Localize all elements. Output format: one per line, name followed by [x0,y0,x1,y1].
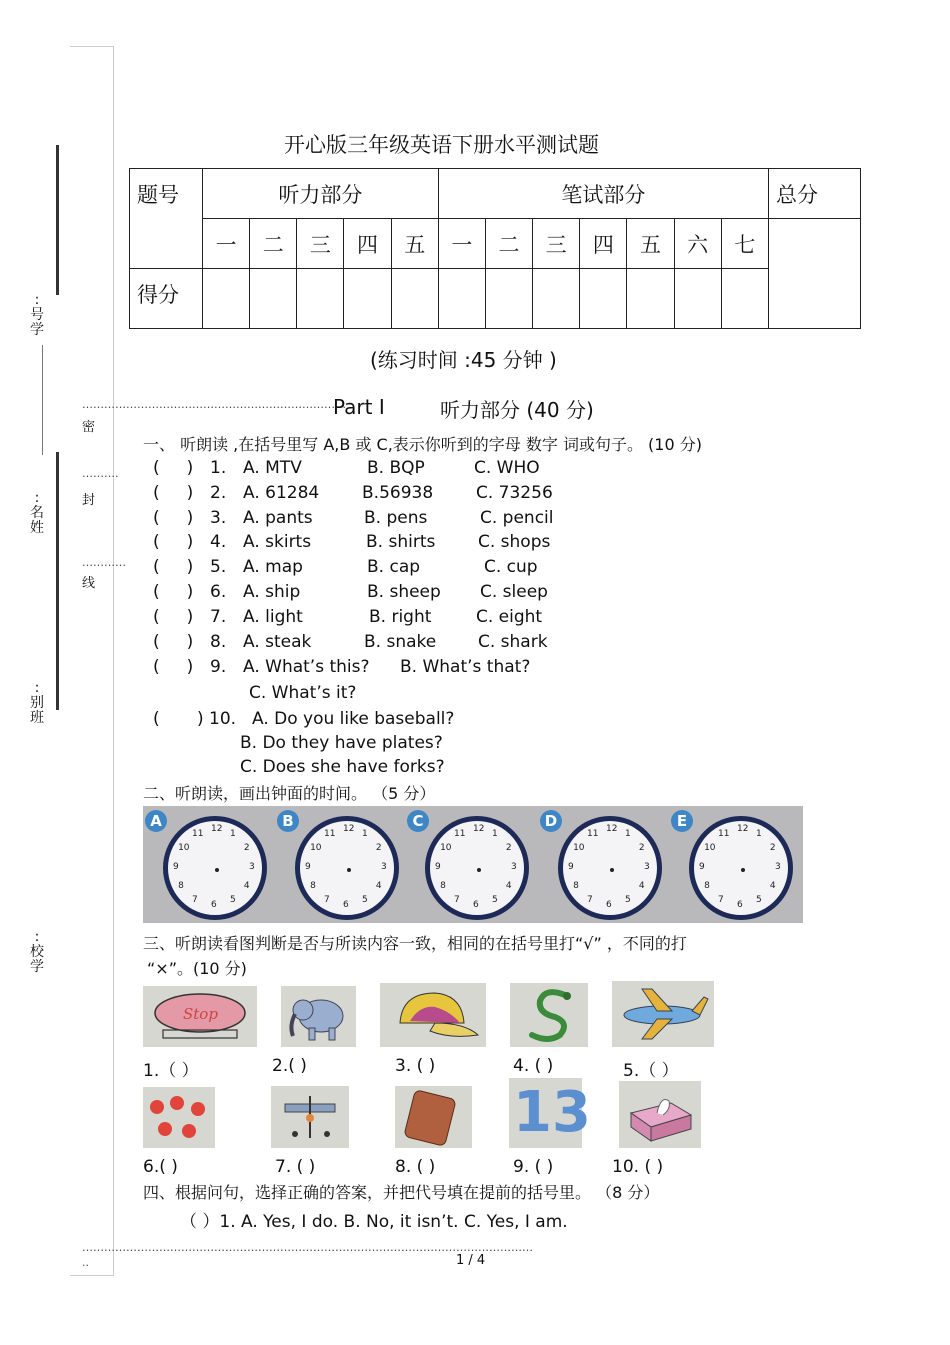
clock-number: 5 [230,894,236,905]
option-a: A. light [243,606,303,627]
clock-center-dot [347,868,351,872]
clock-label-e: E [671,810,693,832]
listening-num: 五 [391,219,438,269]
listening-num: 四 [344,219,391,269]
clock-number: 3 [381,862,387,872]
clock-number: 4 [375,881,382,891]
clock-number: 5 [756,894,762,905]
time-note: (练习时间 :45 分钟 ) [370,348,557,372]
answer-paren[interactable]: ( ) [153,582,194,602]
clock-number: 9 [173,862,179,872]
picture-tissue-box [619,1081,701,1148]
clock-number: 8 [704,881,710,891]
item9-option-a: A. What’s this? [243,657,370,677]
clock-number: 3 [511,862,517,872]
option-a: A. pants [243,507,313,528]
clock-number: 12 [606,824,618,834]
clock-face[interactable] [425,816,529,920]
clock-number: 10 [178,843,190,853]
field-school: : 校学 [30,929,44,975]
clock-label-d: D [540,810,562,832]
snake-drawing [510,983,588,1047]
clock-strip [143,806,803,923]
section3-heading-line2: “×”。(10 分) [147,959,247,978]
clock-number: 10 [704,843,716,853]
item10-number: ) 10. [197,709,237,729]
field-name: : 名姓 [30,490,44,536]
margin-bar-1 [56,145,59,295]
page-title: 开心版三年级英语下册水平测试题 [284,133,599,157]
margin-frame-top [70,46,113,47]
item10-option-c: C. Does she have forks? [240,757,445,777]
clock-number: 12 [473,824,485,834]
clock-number: 11 [454,829,466,840]
written-num: 四 [580,219,627,269]
picture-strawberries [143,1087,215,1148]
clock-face[interactable] [689,816,793,920]
clock-number: 11 [324,829,336,840]
total-score-cell[interactable] [769,219,861,329]
seal-dots-3: ………… [82,556,126,569]
item9-number: 9. [210,657,227,677]
clock-center-dot [477,868,481,872]
section3-heading-line1: 三、听朗读看图判断是否与所读内容一致，相同的在括号里打“√” ，不同的打 [143,934,687,953]
item9-option-b: B. What’s that? [400,657,531,677]
clock-center-dot [741,868,745,872]
clock-face[interactable] [163,816,267,920]
item-number: 2. [210,482,227,503]
score-cell[interactable] [721,269,768,329]
clock-number: 8 [440,881,446,891]
score-label: 得分 [130,269,203,329]
score-table [129,168,861,329]
option-a: A. skirts [243,532,312,553]
listening-num: 二 [250,219,297,269]
clock-number: 12 [343,824,355,834]
clock-number: 10 [573,843,585,853]
clock-number: 9 [568,862,574,872]
row1-label-2[interactable]: 2.( ) [272,1056,307,1076]
item10-option-a: A. Do you like baseball? [252,709,455,729]
row2-label-9[interactable]: 9. ( ) [513,1157,554,1177]
listening-header: 听力部分 [203,169,439,219]
clock-number: 11 [192,829,204,840]
margin-bar-2 [42,345,43,455]
seal-dots-1: ……………………………………………………………… [82,398,346,411]
clock-number: 8 [310,881,316,891]
page-number: 1 / 4 [456,1253,486,1268]
score-cell[interactable] [580,269,627,329]
clock-number: 11 [718,829,730,840]
clock-number: 3 [249,862,255,872]
section2-heading: 二、听朗读，画出钟面的时间。 （5 分） [143,784,436,803]
clock-number: 7 [454,894,460,905]
option-b: B. cap [367,557,421,578]
score-cell[interactable] [485,269,532,329]
clock-label-a: A [145,810,167,832]
option-c: C. eight [476,606,543,627]
option-b: B.56938 [362,482,434,503]
item-number: 3. [210,507,227,528]
row2-label-10[interactable]: 10. ( ) [612,1157,664,1177]
seal-char-xian: 线 [82,576,96,591]
picture-chocolate [395,1086,472,1148]
clock-number: 3 [775,862,781,872]
written-num: 七 [721,219,768,269]
clock-number: 11 [587,829,599,840]
answer-paren[interactable]: ( ) [153,606,194,627]
picture-cap [380,983,486,1047]
margin-bar-3 [56,452,59,710]
row1-label-4[interactable]: 4. ( ) [513,1056,554,1076]
chocolate-drawing [395,1086,472,1148]
clock-number: 1 [362,829,368,840]
picture-plane [612,981,714,1047]
number-13-text: 13 [513,1080,591,1145]
clock-center-dot [215,868,219,872]
score-cell[interactable] [627,269,674,329]
answer-paren[interactable]: ( ) [153,631,194,652]
clock-number: 6 [211,900,217,910]
clock-number: 4 [243,881,250,891]
clock-number: 8 [178,881,184,891]
answer-paren[interactable]: ( ) [153,458,194,478]
seal-char-feng: 封 [82,493,96,508]
field-student-number: : 号学 [30,292,44,338]
clock-number: 2 [769,843,776,853]
clock-number: 4 [769,881,776,891]
clock-number: 12 [211,824,223,834]
clock-number: 2 [638,843,645,853]
score-cell[interactable] [391,269,438,329]
item10-paren: ( [153,709,187,729]
written-num: 三 [533,219,580,269]
option-a: A. map [243,557,303,578]
score-cell[interactable] [344,269,391,329]
strawberries-drawing [143,1087,215,1148]
option-a: A. MTV [243,458,302,478]
section4-heading: 四、根据问句，选择正确的答案，并把代号填在提前的括号里。 （8 分） [143,1183,660,1202]
row1-label-5[interactable]: 5.（ ） [623,1061,679,1081]
picture-game [271,1086,349,1148]
clock-number: 9 [435,862,441,872]
footer-dots: …………………………………………………………………………………………………………… [82,1241,533,1254]
question-number-header: 题号 [130,169,203,269]
clock-number: 5 [625,894,631,905]
part-label: Part I [333,395,385,419]
stop-sign-text: Stop [183,1005,218,1023]
answer-paren[interactable]: ( ) [153,532,194,553]
clock-number: 12 [737,824,749,834]
row2-label-8[interactable]: 8. ( ) [395,1157,436,1177]
clock-number: 4 [638,881,645,891]
item-number: 4. [210,532,227,553]
written-num: 一 [438,219,485,269]
picture-elephant [281,986,356,1047]
clock-number: 7 [324,894,330,905]
option-b: B. snake [364,631,437,652]
clock-center-dot [610,868,614,872]
clock-number: 1 [625,829,631,840]
option-b: B. right [369,606,432,627]
score-cell[interactable] [438,269,485,329]
elephant-drawing [281,986,356,1047]
row2-label-7[interactable]: 7. ( ) [275,1157,316,1177]
clock-number: 6 [737,900,743,910]
section1-heading: 一、 听朗读 ,在括号里写 A,B 或 C,表示你听到的字母 数字 词或句子。 (10 分) [143,435,702,454]
part-title: 听力部分 (40 分) [440,398,594,422]
margin-frame-bottom [70,1275,113,1276]
written-header: 笔试部分 [438,169,768,219]
listening-num: 三 [297,219,344,269]
clock-number: 10 [310,843,322,853]
score-cell[interactable] [297,269,344,329]
item-number: 7. [210,606,227,627]
clock-number: 6 [606,900,612,910]
clock-number: 9 [305,862,311,872]
cap-drawing [380,983,486,1047]
answer-paren[interactable]: ( ) [153,507,194,528]
clock-number: 3 [644,862,650,872]
item-number: 6. [210,582,227,602]
score-cell[interactable] [533,269,580,329]
option-a: A. 61284 [243,482,320,503]
total-header: 总分 [769,169,861,219]
clock-number: 2 [375,843,382,853]
option-b: B. shirts [366,532,436,553]
option-a: A. ship [243,582,301,602]
clock-face[interactable] [558,816,662,920]
clock-number: 10 [440,843,452,853]
picture-snake [510,983,588,1047]
clock-number: 7 [192,894,198,905]
answer-paren[interactable]: ( ) [153,482,194,503]
option-c: C. shops [478,532,551,553]
margin-frame-line [113,46,114,1276]
option-c: C. sleep [480,582,548,602]
seal-dots-2: ………. [82,467,119,480]
clock-number: 2 [243,843,250,853]
item-number: 1. [210,458,227,478]
section4-item1: （ ）1. A. Yes, I do. B. No, it isn’t. C. Yes, I am. [180,1212,568,1232]
picture-number-13 [509,1078,591,1148]
stop-sign-drawing [143,986,257,1047]
item9-option-c: C. What’s it? [249,683,357,703]
option-c: C. 73256 [476,482,553,503]
clock-label-c: C [407,810,429,832]
option-c: C. shark [478,631,548,652]
answer-paren[interactable]: ( ) [153,557,194,578]
written-num: 五 [627,219,674,269]
clock-number: 8 [573,881,579,891]
plane-drawing [612,981,714,1047]
clock-number: 1 [230,829,236,840]
clock-number: 7 [587,894,593,905]
clock-number: 6 [473,900,479,910]
option-b: B. BQP [367,458,425,478]
row1-label-3[interactable]: 3. ( ) [395,1056,436,1076]
row1-label-1[interactable]: 1.（ ） [143,1061,199,1081]
seal-char-mi: 密 [82,420,96,435]
clock-number: 2 [505,843,512,853]
item-number: 5. [210,557,227,578]
written-num: 二 [485,219,532,269]
clock-number: 1 [756,829,762,840]
option-b: B. pens [364,507,428,528]
score-cell[interactable] [250,269,297,329]
option-c: C. pencil [480,507,554,528]
written-num: 六 [674,219,721,269]
row2-label-6[interactable]: 6.( ) [143,1157,178,1177]
item10-option-b: B. Do they have plates? [240,733,443,753]
item9-paren: ( ) [153,657,194,677]
clock-number: 5 [362,894,368,905]
clock-number: 4 [505,881,512,891]
game-drawing [271,1086,349,1148]
clock-number: 1 [492,829,498,840]
score-cell[interactable] [674,269,721,329]
clock-number: 6 [343,900,349,910]
field-class: : 别班 [30,680,44,726]
option-b: B. sheep [367,582,441,602]
option-c: C. WHO [474,458,540,478]
clock-number: 5 [492,894,498,905]
option-a: A. steak [243,631,312,652]
clock-face[interactable] [295,816,399,920]
clock-number: 9 [699,862,705,872]
tissue-box-drawing [619,1081,701,1148]
clock-label-b: B [277,810,299,832]
item-number: 8. [210,631,227,652]
picture-stop-sign [143,986,257,1047]
clock-number: 7 [718,894,724,905]
option-c: C. cup [484,557,538,578]
score-cell[interactable] [203,269,250,329]
listening-num: 一 [203,219,250,269]
footer-dots-2: .. [82,1256,89,1269]
